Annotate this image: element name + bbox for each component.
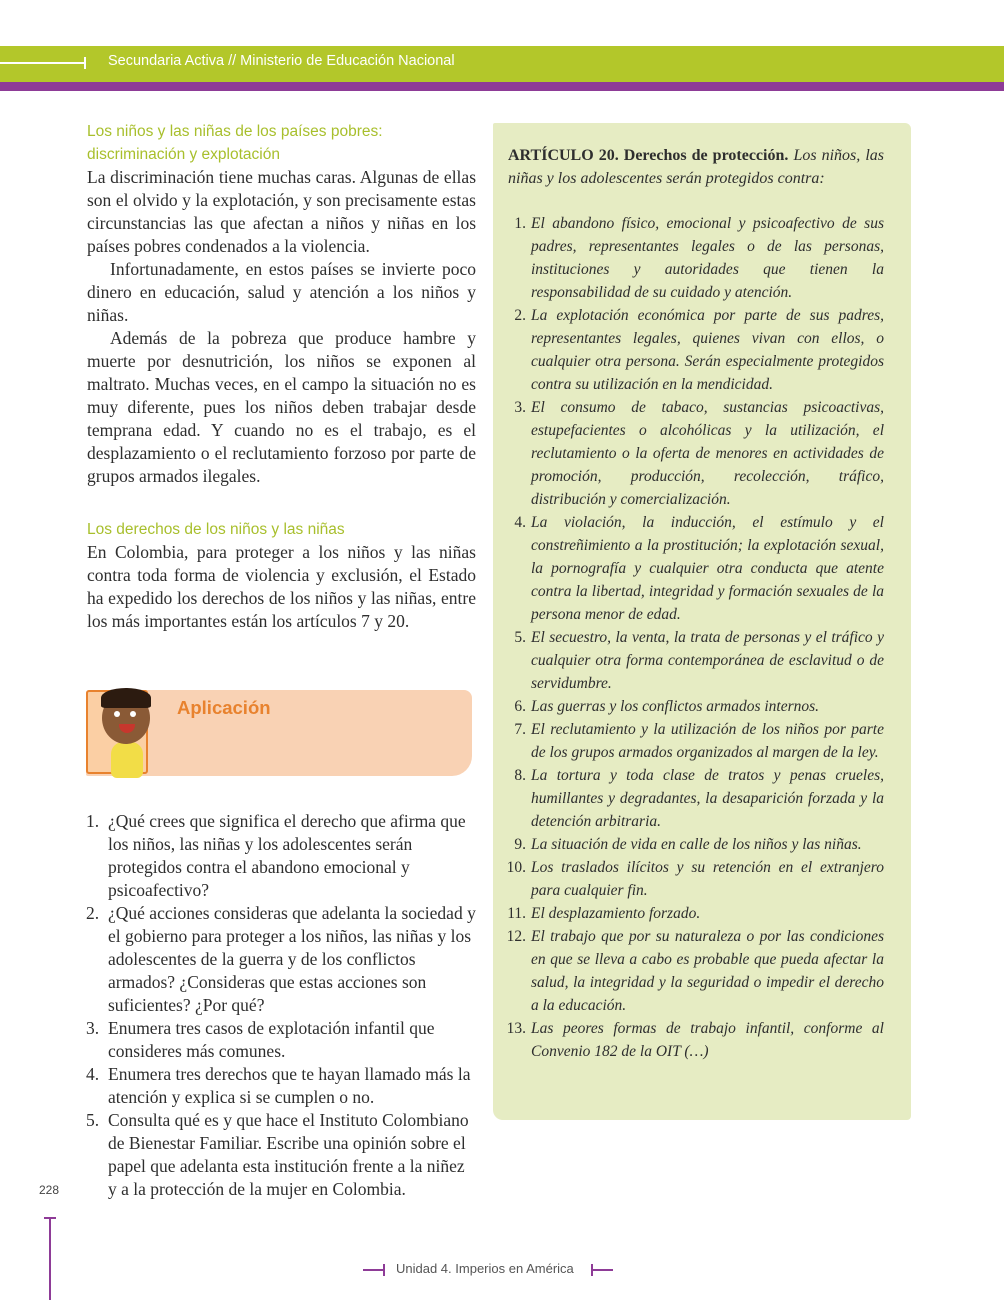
article-item-text: El abandono físico, emocional y psicoafectivo de sus padres, representantes legales o de las personas, instituciones y autoridades que tienen la responsabilidad de su cuidado y atención. bbox=[531, 215, 884, 301]
article-item bbox=[508, 718, 884, 764]
article-item-number: 3. bbox=[514, 399, 526, 416]
article-item bbox=[508, 511, 884, 626]
article-item bbox=[508, 626, 884, 695]
article-item-number: 1. bbox=[514, 215, 526, 232]
article-item bbox=[508, 764, 884, 833]
question-text: ¿Qué crees que significa el derecho que afirma que los niños, las niñas y los adolescentes serán protegidos contra el abandono emocional y psicoafectivo? bbox=[108, 811, 466, 900]
question-text: Consulta qué es y que hace el Instituto Colombiano de Bienestar Familiar. Escribe una opinión sobre el papel que adelanta esta institución frente a la niñez y a la protección de la mujer en Colombia. bbox=[108, 1110, 469, 1199]
article-item-text: El consumo de tabaco, sustancias psicoactivas, estupefacientes o alcohólicas y la utilización, el reclutamiento o la oferta de menores en actividades de promoción, producción, recolección, tráfico, distribución y comercialización. bbox=[531, 399, 884, 508]
question-number: 2. bbox=[86, 903, 100, 923]
article-list bbox=[508, 212, 884, 1063]
footer-rule-left-tick bbox=[383, 1264, 385, 1276]
article-item-text: La violación, la inducción, el estímulo y el constreñimiento a la prostitución; la explotación sexual, la pornografía y cualquier otra conducta que atente contra la libertad, integridad y formación sexuales de la persona menor de edad. bbox=[531, 514, 884, 623]
paragraph-3: Además de la pobreza que produce hambre y muerte por desnutrición, los niños se exponen al maltrato. Muchas veces, en el campo la situación no es muy diferente, pues los niños deben trabajar desde temprana edad. Y cuando no es el trabajo, es el desplazamiento o el reclutamiento forzoso por parte de grupos armados ilegales. bbox=[87, 328, 476, 486]
margin-line bbox=[49, 1218, 51, 1300]
question-number: 3. bbox=[86, 1018, 100, 1038]
header-rule bbox=[0, 62, 86, 64]
article-item bbox=[508, 304, 884, 396]
question-text: Enumera tres derechos que te hayan llamado más la atención y explica si se cumplen o no. bbox=[108, 1064, 471, 1107]
section-heading-discrimination bbox=[87, 120, 476, 166]
question-text: Enumera tres casos de explotación infantil que consideres más comunes. bbox=[108, 1018, 435, 1061]
article-item-number: 11. bbox=[507, 905, 526, 922]
child-illustration-hair bbox=[101, 688, 151, 708]
article-item-text: El secuestro, la venta, la trata de personas y el tráfico y cualquier otra forma contemporánea de esclavitud o de servidumbre. bbox=[531, 629, 884, 692]
child-illustration-body bbox=[111, 742, 143, 778]
article-item-text: El trabajo que por su naturaleza o por las condiciones en que se lleva a cabo es probable que pueda afectar la salud, la integridad y la seguridad o impedir el derecho a la educación. bbox=[531, 928, 884, 1014]
article-item-text: El reclutamiento y la utilización de los niños por parte de los grupos armados organizados al margen de la ley. bbox=[531, 721, 884, 761]
heading-line-2: discriminación y explotación bbox=[87, 146, 280, 163]
heading-line-1: Los niños y las niñas de los países pobres: bbox=[87, 123, 383, 140]
footer-unit-title: Imperios en América bbox=[455, 1261, 574, 1276]
question-list bbox=[86, 810, 476, 1201]
article-item bbox=[508, 695, 884, 718]
article-item-text: La tortura y toda clase de tratos y penas crueles, humillantes y degradantes, la desaparición forzada y la detención arbitraria. bbox=[531, 767, 884, 830]
article-item bbox=[508, 833, 884, 856]
child-eye-right bbox=[130, 711, 136, 717]
article-item-text: Las peores formas de trabajo infantil, conforme al Convenio 182 de la OIT (…) bbox=[531, 1020, 884, 1060]
article-item-number: 9. bbox=[514, 836, 526, 853]
article-item-text: La explotación económica por parte de sus padres, representantes legales, quienes vivan con ellos, o cualquier otra persona. Serán especialmente protegidos contra su utilización en la mendicidad. bbox=[531, 307, 884, 393]
article-item bbox=[508, 856, 884, 902]
question-item bbox=[86, 1109, 476, 1201]
question-number: 4. bbox=[86, 1064, 100, 1084]
article-item-number: 2. bbox=[514, 307, 526, 324]
header-purple-stripe bbox=[0, 82, 1004, 91]
aplicacion-title: Aplicación bbox=[177, 697, 271, 718]
article-item-number: 12. bbox=[506, 928, 526, 945]
question-item bbox=[86, 1017, 476, 1063]
article-intro: Los niños, las niñas y los adolescentes serán protegidos contra: bbox=[508, 147, 885, 187]
article-item bbox=[508, 212, 884, 304]
question-number: 1. bbox=[86, 811, 100, 831]
left-column bbox=[87, 120, 476, 633]
paragraph-2: Infortunadamente, en estos países se invierte poco dinero en educación, salud y atención a los niños y niñas. bbox=[87, 259, 476, 325]
article-item bbox=[508, 902, 884, 925]
article-item-number: 7. bbox=[514, 721, 526, 738]
footer-rule-right-tick bbox=[591, 1264, 593, 1276]
article-item-text: Las guerras y los conflictos armados internos. bbox=[531, 698, 820, 715]
article-item-number: 13. bbox=[506, 1020, 526, 1037]
article-item-text: El desplazamiento forzado. bbox=[531, 905, 701, 922]
footer-unit bbox=[396, 1261, 574, 1276]
article-item-number: 6. bbox=[514, 698, 526, 715]
header-rule-tick bbox=[84, 57, 86, 69]
footer-rule-right bbox=[591, 1269, 613, 1271]
question-item bbox=[86, 810, 476, 902]
paragraph-1: La discriminación tiene muchas caras. Algunas de ellas son el olvido y la explotación, y son precisamente estas circunstancias las que afectan a niños y niñas en los países pobres condenados a la violencia. bbox=[87, 167, 476, 256]
article-item-number: 10. bbox=[506, 859, 526, 876]
article-title: ARTÍCULO 20. Derechos de protección. bbox=[508, 147, 789, 164]
paragraph-rights: En Colombia, para proteger a los niños y las niñas contra toda forma de violencia y exclusión, el Estado ha expedido los derechos de los niños y las niñas, entre los más importantes están los artículos 7 y 20. bbox=[87, 542, 476, 631]
footer-unit-label: Unidad 4. bbox=[396, 1261, 452, 1276]
question-number: 5. bbox=[86, 1110, 100, 1130]
article-item bbox=[508, 1017, 884, 1063]
page-number: 228 bbox=[39, 1183, 60, 1197]
article-item-number: 4. bbox=[514, 514, 526, 531]
child-eye-left bbox=[114, 711, 120, 717]
question-text: ¿Qué acciones consideras que adelanta la sociedad y el gobierno para proteger a los niños, las niñas y los adolescentes de la guerra y de los conflictos armados? ¿Consideras que estas acciones son suficientes? ¿Por qué? bbox=[108, 903, 476, 1015]
article-item-number: 5. bbox=[514, 629, 526, 646]
header-title: Secundaria Activa // Ministerio de Educación Nacional bbox=[108, 53, 455, 69]
article-item-number: 8. bbox=[514, 767, 526, 784]
article-content bbox=[508, 144, 884, 1063]
question-item bbox=[86, 1063, 476, 1109]
footer-rule-left bbox=[363, 1269, 385, 1271]
question-item bbox=[86, 902, 476, 1017]
article-item-text: Los traslados ilícitos y su retención en el extranjero para cualquier fin. bbox=[531, 859, 884, 899]
section-heading-rights: Los derechos de los niños y las niñas bbox=[87, 521, 345, 538]
article-item bbox=[508, 396, 884, 511]
article-item-text: La situación de vida en calle de los niños y las niñas. bbox=[531, 836, 862, 853]
article-heading bbox=[508, 144, 884, 190]
article-item bbox=[508, 925, 884, 1017]
